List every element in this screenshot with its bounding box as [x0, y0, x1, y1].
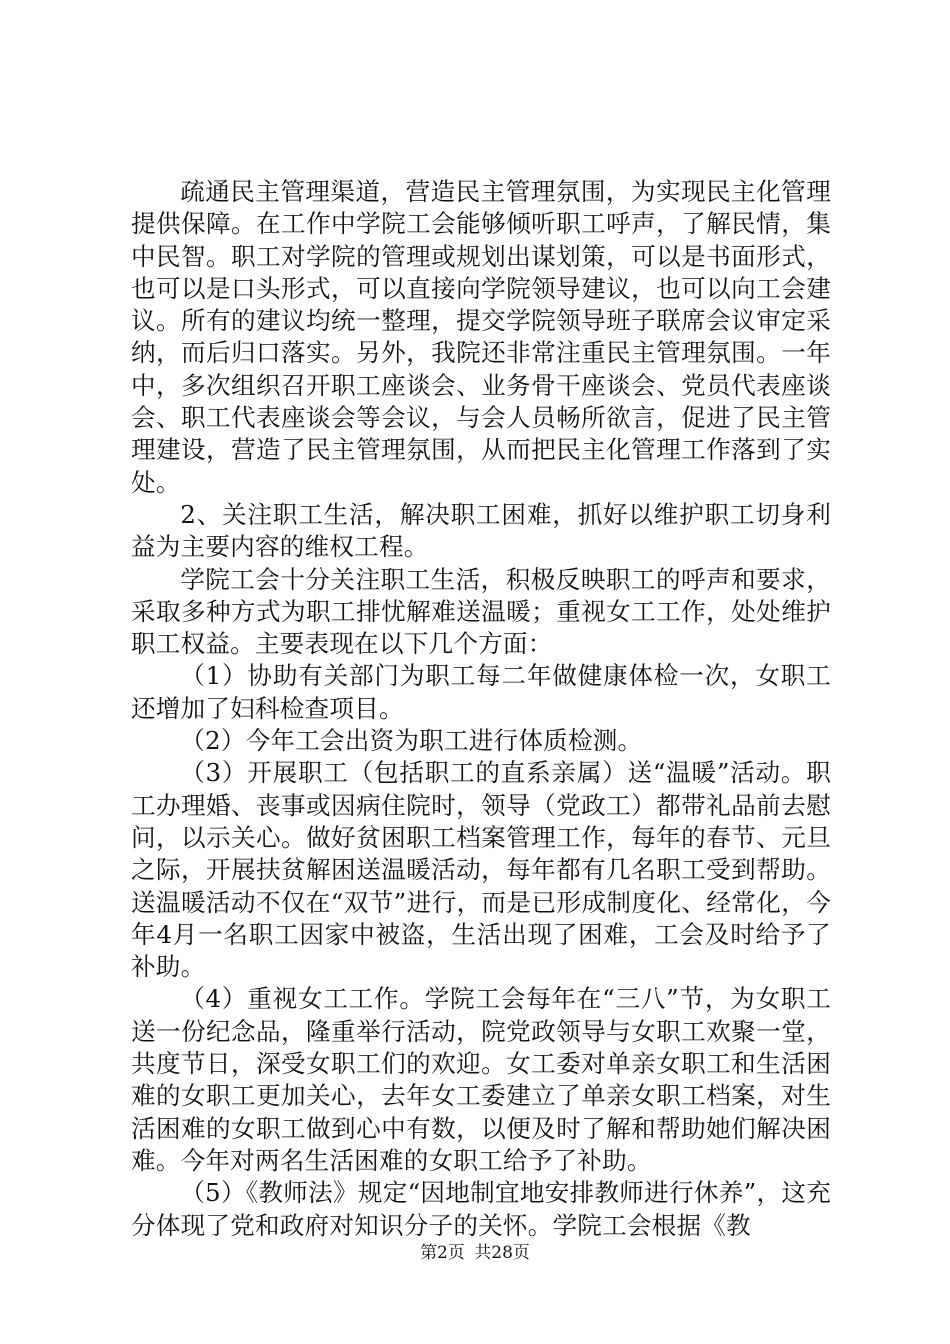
page-footer [0, 1242, 950, 1264]
document-body [131, 176, 831, 1242]
paragraph-item-5: （5）《教师法》规定“因地制宜地安排教师进行休养”，这充分体现了党和政府对知识分子的关怀。学院工会根据《教 [131, 1178, 831, 1240]
paragraph-democratic-management: 疏通民主管理渠道，营造民主管理氛围，为实现民主化管理提供保障。在工作中学院工会能够倾听职工呼声，了解民情，集中民智。职工对学院的管理或规划出谋划策，可以是书面形式，也可以是口头形式，可以直接向学院领导建议，也可以向工会建议。所有的建议均统一整理，提交学院领导班子联席会议审定采纳，而后归口落实。另外，我院还非常注重民主管理氛围。一年中，多次组织召开职工座谈会、业务骨干座谈会、党员代表座谈会、职工代表座谈会等会议，与会人员畅所欲言，促进了民主管理建设，营造了民主管理氛围，从而把民主化管理工作落到了实处。 [131, 177, 831, 497]
page-total: 共28页 [474, 1243, 530, 1263]
paragraph-item-3: （3）开展职工（包括职工的直系亲属）送“温暖”活动。职工办理婚、丧事或因病住院时，领导（党政工）都带礼品前去慰问，以示关心。做好贫困职工档案管理工作，每年的春节、元旦之际，开展扶贫解困送温暖活动，每年都有几名职工受到帮助。送温暖活动不仅在“双节”进行，而是已形成制度化、经常化，今年4月一名职工因家中被盗，生活出现了困难，工会及时给予了补助。 [131, 758, 831, 982]
paragraph-item-1: （1）协助有关部门为职工每二年做健康体检一次，女职工还增加了妇科检查项目。 [131, 661, 831, 723]
page-number: 第2页 [420, 1243, 465, 1263]
paragraph-item-2: （2）今年工会出资为职工进行体质检测。 [180, 726, 643, 756]
paragraph-union-care-intro: 学院工会十分关注职工生活，积极反映职工的呼声和要求，采取多种方式为职工排忧解难送温暖；重视女工工作，处处维护职工权益。主要表现在以下几个方面： [131, 564, 831, 659]
paragraph-section-2-heading: 2、关注职工生活，解决职工困难，抓好以维护职工切身利益为主要内容的维权工程。 [131, 499, 831, 562]
paragraph-item-4: （4）重视女工工作。学院工会每年在“三八”节，为女职工送一份纪念品，隆重举行活动，院党政领导与女职工欢聚一堂，共度节日，深受女职工们的欢迎。女工委对单亲女职工和生活困难的女职工更加关心，去年女工委建立了单亲女职工档案，对生活困难的女职工做到心中有数，以便及时了解和帮助她们解决困难。今年对两名生活困难的女职工给予了补助。 [131, 984, 831, 1175]
